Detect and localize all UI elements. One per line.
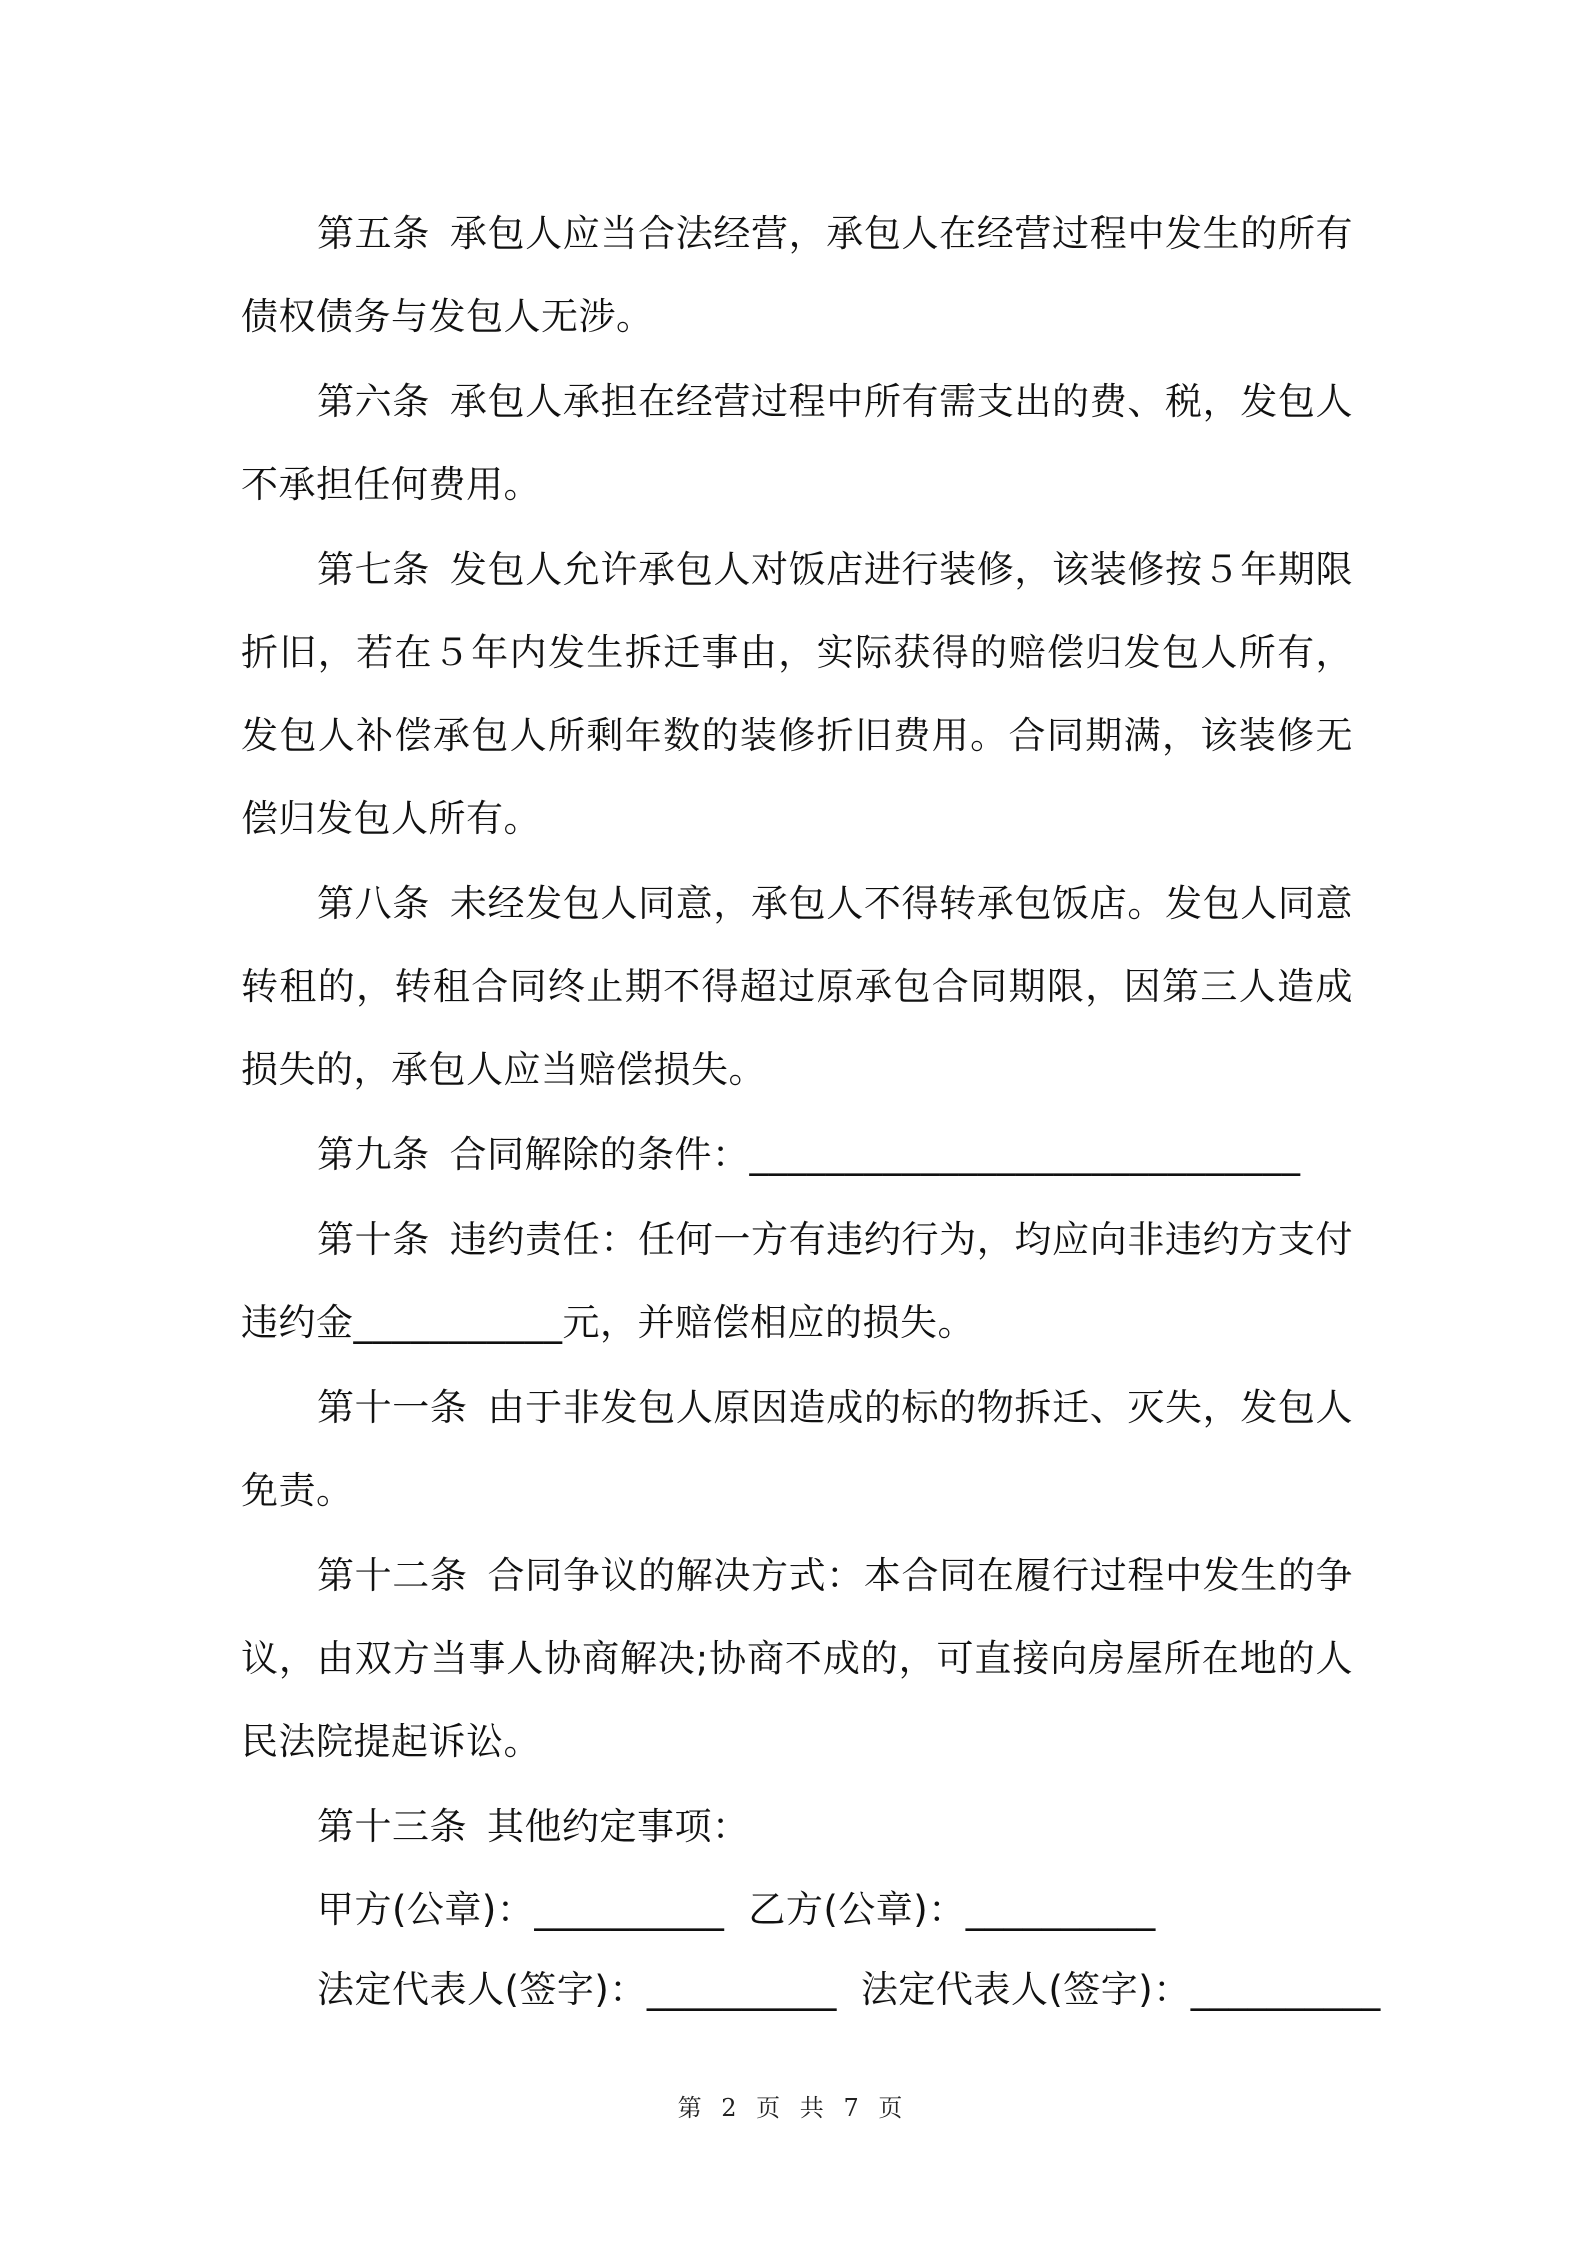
party-a-seal: 甲方(公章)：__________ bbox=[317, 1888, 725, 1931]
article-text: 由于非发包人原因造成的标的物拆迁、灭失，发包人免责。 bbox=[241, 1386, 1354, 1512]
party-b-representative: 法定代表人(签字)：__________ bbox=[860, 1968, 1381, 2011]
article-10 bbox=[241, 1198, 1353, 1364]
article-title: 第九条 bbox=[317, 1133, 430, 1176]
signature-row-seals bbox=[241, 1870, 1353, 1950]
article-title: 第五条 bbox=[317, 212, 430, 255]
article-title: 第七条 bbox=[317, 548, 430, 591]
article-11 bbox=[241, 1366, 1353, 1532]
article-title: 第八条 bbox=[317, 882, 430, 925]
article-title: 第十二条 bbox=[317, 1554, 468, 1597]
article-text: 合同解除的条件：_____________________________ bbox=[449, 1133, 1301, 1176]
article-12 bbox=[241, 1534, 1353, 1783]
article-title: 第六条 bbox=[317, 380, 430, 423]
article-text: 其他约定事项： bbox=[487, 1805, 750, 1848]
article-text: 违约责任：任何一方有违约行为，均应向非违约方支付违约金___________元，并赔偿相应的损失。 bbox=[241, 1218, 1354, 1344]
signature-row-representatives bbox=[241, 1950, 1381, 2030]
article-9 bbox=[241, 1113, 1353, 1196]
article-5 bbox=[241, 192, 1353, 358]
article-text: 合同争议的解决方式：本合同在履行过程中发生的争议，由双方当事人协商解决;协商不成的，可直接向房屋所在地的人民法院提起诉讼。 bbox=[241, 1554, 1354, 1763]
page-footer: 第 2 页 共 7 页 bbox=[677, 2094, 909, 2122]
article-text: 承包人承担在经营过程中所有需支出的费、税，发包人不承担任何费用。 bbox=[241, 380, 1354, 506]
article-8 bbox=[241, 862, 1353, 1111]
article-text: 承包人应当合法经营，承包人在经营过程中发生的所有债权债务与发包人无涉。 bbox=[241, 212, 1354, 338]
party-a-representative: 法定代表人(签字)：__________ bbox=[317, 1968, 837, 2011]
article-7 bbox=[241, 528, 1353, 860]
article-6 bbox=[241, 360, 1353, 526]
party-b-seal: 乙方(公章)：__________ bbox=[748, 1888, 1156, 1931]
article-title: 第十条 bbox=[317, 1218, 430, 1261]
article-title: 第十三条 bbox=[317, 1805, 467, 1848]
article-text: 发包人允许承包人对饭店进行装修，该装修按５年期限折旧，若在５年内发生拆迁事由，实际获得的赔偿归发包人所有，发包人补偿承包人所剩年数的装修折旧费用。合同期满，该装修无偿归发包人所有。 bbox=[241, 548, 1354, 840]
article-13 bbox=[241, 1785, 1353, 1868]
article-title: 第十一条 bbox=[317, 1386, 468, 1429]
article-text: 未经发包人同意，承包人不得转承包饭店。发包人同意转租的，转租合同终止期不得超过原承包合同期限，因第三人造成损失的，承包人应当赔偿损失。 bbox=[241, 882, 1354, 1091]
contract-body bbox=[241, 192, 1381, 2030]
